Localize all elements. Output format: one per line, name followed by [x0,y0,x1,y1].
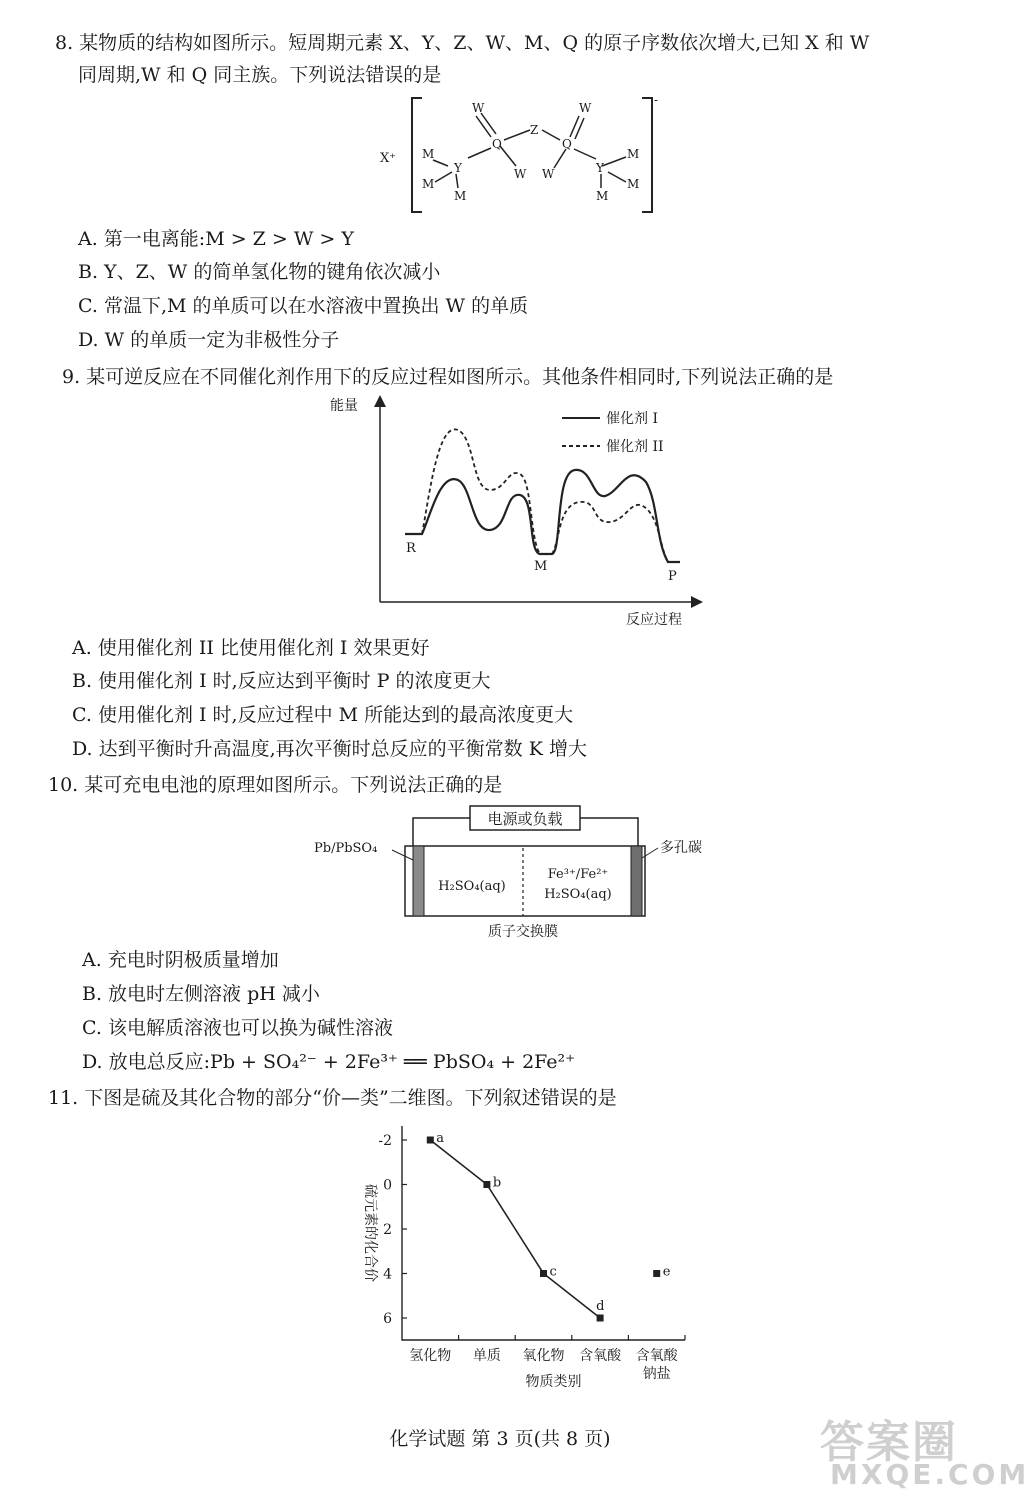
q10-left-solution: H₂SO₄(aq) [438,879,506,894]
q8-stem-line2: 同周期,W 和 Q 同主族。下列说法错误的是 [78,64,442,86]
y-axis-label: 硫元素的化合价 [362,1184,378,1282]
page-footer: 化学试题 第 3 页(共 8 页) [389,1428,611,1450]
q9-option-c: C. 使用催化剂 I 时,反应过程中 M 所能达到的最高浓度更大 [72,704,574,726]
q8-atom-m: M [627,177,640,191]
data-point-d [597,1315,604,1322]
q11-stem: 11. 下图是硫及其化合物的部分“价—类”二维图。下列叙述错误的是 [48,1087,617,1109]
q10-membrane-label: 质子交换膜 [488,924,558,940]
q8-structure-figure [370,92,670,220]
series-line [430,1140,600,1318]
q8-option-d: D. W 的单质一定为非极性分子 [78,329,340,351]
x-tick-label: 氧化物 [522,1348,565,1364]
q10-option-b: B. 放电时左侧溶液 pH 减小 [82,983,320,1005]
q8-atom-q: Q [492,137,502,151]
y-tick-label: -2 [378,1133,392,1149]
y-tick-label: 2 [383,1222,392,1238]
x-tick-label: 单质 [472,1348,501,1364]
q8-atom-w: W [514,167,527,181]
q9-option-a: A. 使用催化剂 II 比使用催化剂 I 效果更好 [72,637,430,659]
q8-atom-m: M [422,177,435,191]
q11-valence-class-chart [340,1118,710,1398]
watermark-url: MXQE.COM [830,1458,1029,1491]
q8-charge: - [654,93,659,107]
point-label-a: a [436,1131,445,1146]
q10-stem: 10. 某可充电电池的原理如图所示。下列说法正确的是 [48,774,503,796]
x-tick-label: 含氧酸 [579,1348,622,1364]
q9-option-d: D. 达到平衡时升高温度,再次平衡时总反应的平衡常数 K 增大 [72,738,587,760]
data-point-a [427,1137,434,1144]
y-tick-label: 0 [383,1177,392,1194]
q8-atom-y: Y [596,161,604,175]
q10-option-a: A. 充电时阴极质量增加 [82,949,279,971]
y-tick-label: 4 [383,1266,392,1283]
q8-atom-w: W [542,167,555,181]
q8-option-c: C. 常温下,M 的单质可以在水溶液中置换出 W 的单质 [78,295,529,317]
q9-stem: 9. 某可逆反应在不同催化剂作用下的反应过程如图所示。其他条件相同时,下列说法正确的是 [62,366,834,388]
q8-atom-q: Q [562,137,572,151]
q8-atom-w: W [472,101,485,115]
x-axis-label: 物质类别 [525,1374,582,1390]
q8-atom-m: M [596,189,609,203]
q8-atom-y: Y [454,161,462,175]
q9-curve-catalyst1 [405,470,680,562]
q10-power-load-box: 电源或负载 [487,810,563,828]
x-tick-label: 钠盐 [642,1366,671,1382]
data-point-c [540,1270,547,1277]
data-point-b [483,1181,490,1188]
q8-cation: X⁺ [380,151,397,166]
q9-energy-diagram [330,392,710,632]
q10-option-d: D. 放电总反应:Pb + SO₄²⁻ + 2Fe³⁺ ══ PbSO₄ + 2Fe²⁺ [82,1051,576,1073]
q10-left-electrode: Pb/PbSO₄ [314,841,378,856]
q10-right-solution-1: Fe³⁺/Fe²⁺ [547,867,609,882]
q9-label-p: P [668,569,677,584]
q9-option-b: B. 使用催化剂 I 时,反应达到平衡时 P 的浓度更大 [72,670,491,692]
q9-legend-cat1: 催化剂 I [606,411,658,427]
q10-right-solution-2: H₂SO₄(aq) [544,887,612,902]
q10-right-electrode: 多孔碳 [660,840,702,856]
point-label-e: e [662,1264,671,1280]
q8-atom-m: M [627,147,640,161]
data-point-e [653,1270,660,1277]
chart-axes [402,1126,685,1340]
q8-stem-line1: 8. 某物质的结构如图所示。短周期元素 X、Y、Z、W、M、Q 的原子序数依次增大,已知 X 和 W [55,32,870,54]
point-label-c: c [549,1264,557,1280]
q8-option-b: B. Y、Z、W 的简单氢化物的键角依次减小 [78,261,441,283]
q8-atom-w: W [579,101,592,115]
x-tick-label: 含氧酸 [635,1348,678,1364]
q8-atom-z: Z [530,123,539,137]
watermark-logo: 答案圈 [820,1417,958,1468]
q9-label-m: M [534,559,548,574]
q8-atom-m: M [454,189,467,203]
y-tick-label: 6 [383,1311,392,1327]
q8-atom-m: M [422,147,435,161]
q9-legend-cat2: 催化剂 II [606,439,664,455]
q9-ylabel: 能量 [330,398,358,414]
point-label-d: d [596,1299,605,1314]
q10-battery-diagram [310,800,740,942]
q9-label-r: R [406,541,416,556]
q9-xlabel: 反应过程 [626,612,682,628]
q10-option-c: C. 该电解质溶液也可以换为碱性溶液 [82,1017,393,1039]
q8-option-a: A. 第一电离能:M > Z > W > Y [78,228,354,250]
point-label-b: b [492,1175,502,1191]
x-tick-label: 氢化物 [409,1348,452,1364]
